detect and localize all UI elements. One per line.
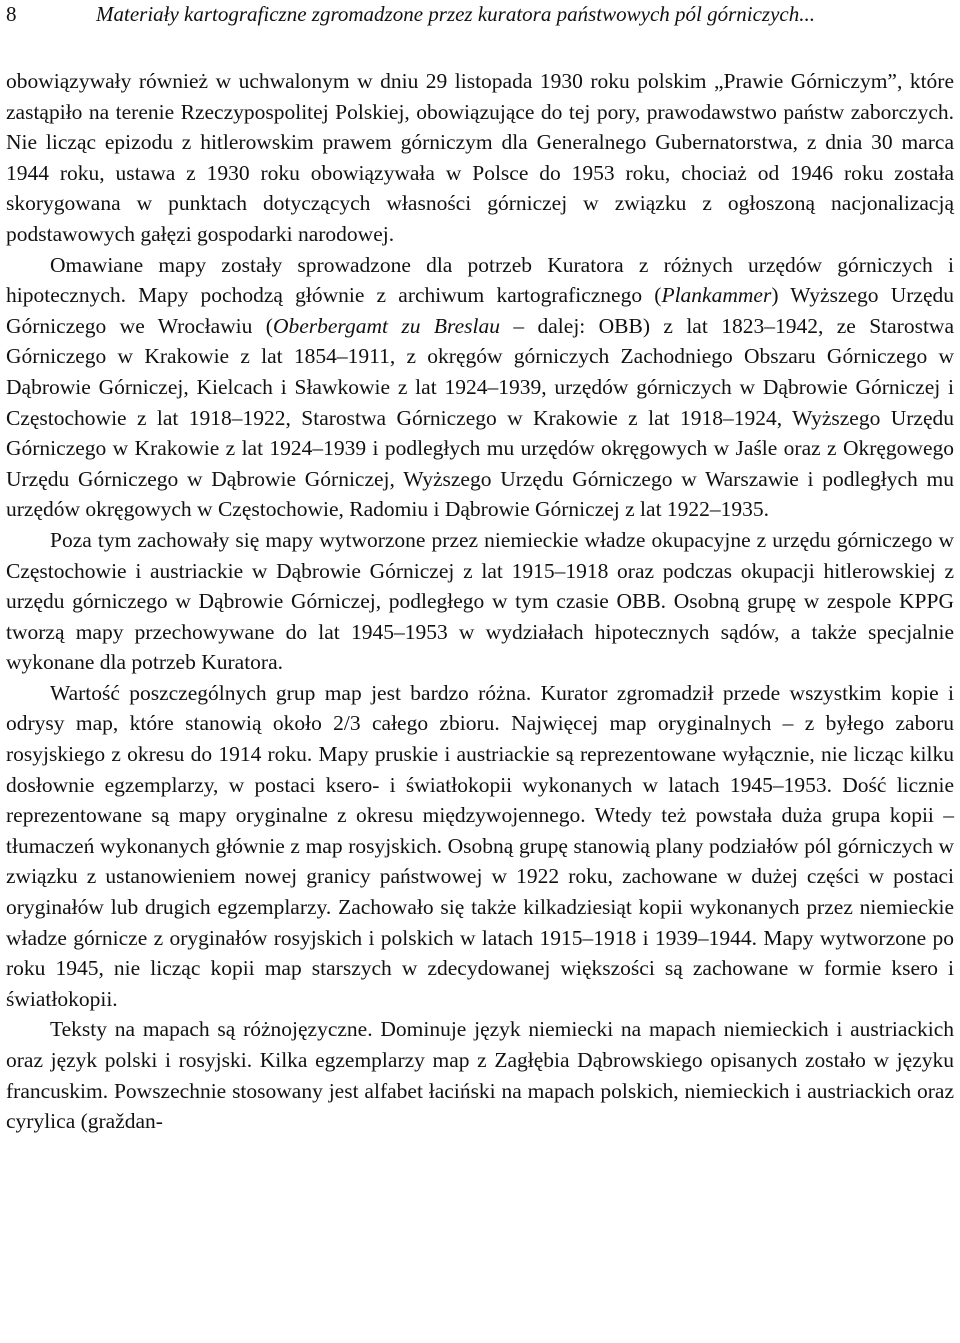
paragraph [6,1014,954,1136]
paragraph [6,678,954,1015]
paragraph-text: obowiązywały również w uchwalonym w dniu 29 listopada 1930 roku polskim „Prawie Górniczym”, które zastąpiło na terenie Rzeczypospolitej Polskiej, obowiązujące do tej pory, prawodawstwo państw zaborczych. Nie licząc epizodu z hitlerowskim prawem górniczym dla Generalnego Gubernatorstwa, z dnia 30 marca 1944 roku, ustawa z 1930 roku obowiązywała w Polsce do 1953 roku, chociaż od 1946 roku została skorygowana w punktach dotyczących własności górniczej w związku z ogłoszoną nacjonalizacją podstawowych gałęzi gospodarki narodowej. [6,69,954,246]
page-number: 8 [6,2,17,26]
italic-term: Plankammer [661,283,772,308]
italic-term: Oberbergamt zu Breslau [272,313,500,338]
paragraph [6,66,954,250]
paragraph-text: Omawiane mapy zostały sprowadzone dla potrzeb Kuratora z różnych urzędów górniczych i hipotecznych. Mapy pochodzą głównie z archiwum kartograficznego ( [6,252,954,308]
paragraph [6,250,954,525]
page-header [6,0,954,30]
paragraph-text: Teksty na mapach są różnojęzyczne. Dominuje język niemiecki na mapach niemieckich i austriackich oraz język polski i rosyjski. Kilka egzemplarzy map z Zagłębia Dąbrowskiego opisanych zostało w języku francuskim. Powszechnie stosowany jest alfabet łaciński na mapach polskich, niemieckich i austriackich oraz cyrylica (graždan- [6,1017,954,1134]
paragraph-text: Poza tym zachowały się mapy wytworzone przez niemieckie władze okupacyjne z urzędu górniczego w Częstochowie i austriackie w Dąbrowie Górniczej z lat 1915–1918 oraz podczas okupacji hitlerowskiej z urzędu górniczego w Dąbrowie Górniczej, podległego w tym czasie OBB. Osobną grupę w zespole KPPG tworzą mapy przechowywane do lat 1945–1953 w wydziałach hipotecznych sądów, a także specjalnie wykonane dla potrzeb Kuratora. [6,527,954,675]
running-title: Materiały kartograficzne zgromadzone przez kuratora państwowych pól górniczych... [96,2,815,26]
paragraph-text: ) Wyższego Urzędu Górniczego we Wrocławiu ( [6,283,954,338]
paragraph [6,525,954,678]
paragraph-text: Wartość poszczególnych grup map jest bardzo różna. Kurator zgromadził przede wszystkim kopie i odrysy map, które stanowią około 2/3 całego zbioru. Najwięcej map oryginalnych – z byłego zaboru rosyjskiego z okresu do 1914 roku. Mapy pruskie i austriackie są reprezentowane wyłącznie, nie licząc kilku dosłownie egzemplarzy, w postaci ksero- i światłokopii wykonanych w latach 1945–1953. Dość licznie reprezentowane są mapy oryginalne z okresu międzywojennego. Wtedy też powstała duża grupa kopii – tłumaczeń wykonanych głównie z map rosyjskich. Osobną grupę stanowią plany podziałów pól górniczych w związku z ustanowieniem nowej granicy państwowej w 1922 roku, zachowane w dużej części w postaci oryginałów lub drugich egzemplarzy. Zachowało się także kilkadziesiąt kopii wykonanych przez niemieckie władze górnicze z oryginałów rosyjskich i polskich w latach 1915–1918 i 1939–1944. Mapy wytworzone po roku 1945, nie licząc kopii map starszych w zdecydowanej większości są zachowane w formie ksero i światłokopii. [6,680,954,1011]
paragraph-text: – dalej: OBB) z lat 1823–1942, ze Starostwa Górniczego w Krakowie z lat 1854–1911, z okręgów górniczych Zachodniego Obszaru Górniczego w Dąbrowie Górniczej, Kielcach i Sławkowie z lat 1924–1939, urzędów górniczych w Dąbrowie Górniczej i Częstochowie z lat 1918–1922, Starostwa Górniczego w Krakowie z lat 1918–1924, Wyższego Urzędu Górniczego w Krakowie z lat 1924–1939 i podległych mu urzędów okręgowych w Jaśle oraz z Okręgowego Urzędu Górniczego w Dąbrowie Górniczej, Wyższego Urzędu Górniczego w Warszawie i podległych mu urzędów okręgowych w Częstochowie, Radomiu i Dąbrowie Górniczej z lat 1922–1935. [6,313,954,522]
body-text [6,66,954,1137]
